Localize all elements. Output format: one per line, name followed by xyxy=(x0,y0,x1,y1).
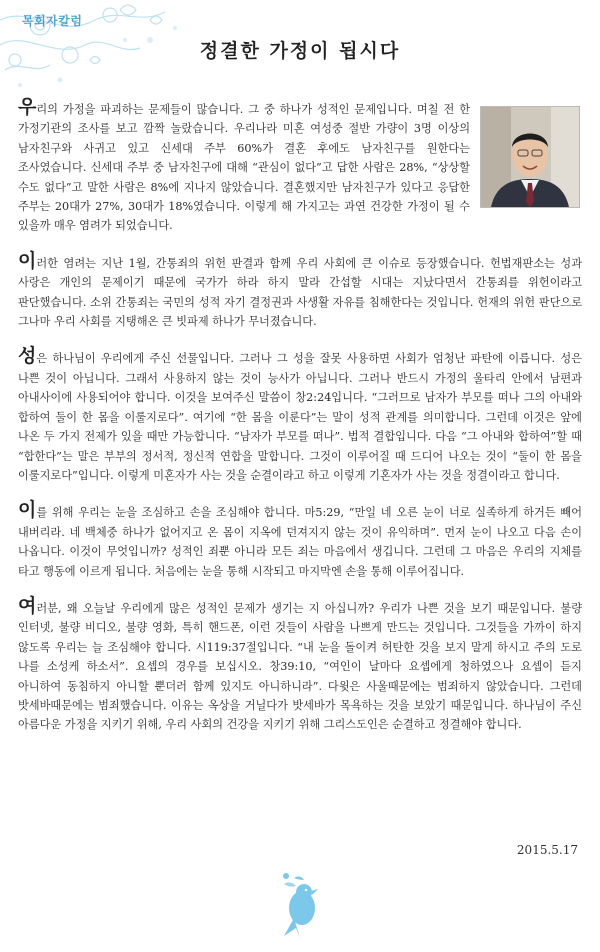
column-date: 2015.5.17 xyxy=(516,843,578,857)
drop-cap: 여 xyxy=(18,594,37,617)
paragraph-4 xyxy=(18,501,582,581)
paragraph-text: 러한 염려는 지난 1월, 간통죄의 위헌 판결과 함께 우리 사회에 큰 이슈로 등장했습니다. 헌법재판소는 성과 사랑은 개인의 문제이기 때문에 국가가 하라 하지 말라 간섭할 시대는 지났다면서 간통죄를 위헌이라고 판단했습니다. 소위 간통죄는 국민의 성적 자기 결정권과 사생활 자유를 침해한다는 것입니다. 헌재의 위헌 판단으로 그나마 우리 사회를 지탱해온 큰 빗파제 하나가 무너졌습니다. xyxy=(18,256,582,329)
drop-cap: 우 xyxy=(18,96,37,118)
column-tag: 목회자칼럼 xyxy=(22,14,83,28)
pastor-photo xyxy=(480,106,580,208)
paragraph-2 xyxy=(18,249,582,332)
bird-icon xyxy=(272,870,332,940)
paragraph-5 xyxy=(18,594,582,735)
paragraph-text: 리의 가정을 파괴하는 문제들이 많습니다. 그 중 하나가 성적인 문제입니다. 며칠 전 한 가정기관의 조사를 보고 깜짝 놀랐습니다. 우리나라 미혼 여성중 절반 가량이 3명 이상의 남자친구와 사귀고 있고 신세대 주부 60%가 결혼 후에도 남자친구를 원한다는 조사였습니다. 신세대 주부 중 남자친구에 대해 “관심이 없다”고 답한 사람은 28%, “상상할 수도 없다”고 말한 사람은 8%에 지나지 않았습니다. 결혼했지만 남자친구가 있다고 응답한 주부는 20대가 27%, 30대가 18%였습니다. 이렇게 해 가지고는 과연 건강한 가정이 될 수 있을까 매우 염려가 되었습니다. xyxy=(18,103,470,233)
page-title: 정결한 가정이 됩시다 xyxy=(199,40,401,62)
drop-cap: 성 xyxy=(18,345,37,368)
paragraph-text: 를 위해 우리는 눈을 조심하고 손을 조심해야 합니다. 마5:29, “만일 네 오른 눈이 너로 실족하게 하거든 빼어 내버리라. 네 백체중 하나가 없어지고 온 몸이 지옥에 던져지지 않는 것이 유익하며”. 먼저 눈이 나오고 다음 손이 나옵니다. 이것이 무엇입니까? 성적인 죄뿐 아니라 모든 죄는 마음에서 생깁니다. 그런데 그 마음은 우리의 지체를 타고 행동에 이르게 됩니다. 처음에는 눈을 통해 시작되고 마지막엔 손을 통해 이루어집니다. xyxy=(18,506,582,578)
article-body xyxy=(18,98,582,751)
paragraph-3 xyxy=(18,347,582,485)
paragraph-text: 은 하나님이 우리에게 주신 선물입니다. 그러나 그 성을 잘못 사용하면 사회가 엄청난 파탄에 이릅니다. 성은 나쁜 것이 아닙니다. 그래서 사용하지 않는 것이 능사가 아닙니다. 그러나 반드시 가정의 울타리 안에서 남편과 아내사이에 사용되어야 합니다. 이것을 보여주신 말씀이 창2:24입니다. “그러므로 남자가 부모를 떠나 그의 아내와 합하여 둘이 한 몸을 이룰지로다”. 여기에 “한 몸을 이룬다”는 말이 성적 관계를 의미합니다. 그런데 이것은 앞에 나온 두 가지 전제가 있을 때만 가능합니다. “남자가 부모를 떠나”. 법적 결합입니다. 다음 “그 아내와 합하여”할 때 “합한다”는 말은 부부의 정서적, 정신적 연합을 말합니다. 그것이 이루어질 때 드디어 나오는 것이 “둘이 한 몸을 이룰지로다”입니다. 이렇게 미혼자가 사는 것을 순결이라고 하고 이렇게 기혼자가 사는 것을 정결이라고 합니다. xyxy=(18,352,582,482)
paragraph-1 xyxy=(18,98,582,236)
paragraph-text: 러분, 왜 오늘날 우리에게 많은 성적인 문제가 생기는 지 아십니까? 우리가 나쁜 것을 보기 때문입니다. 불량 인터넷, 불량 비디오, 불량 영화, 특히 핸드폰, 이런 것들이 사람을 나쁘게 만드는 것입니다. 그것들을 가까이 하지 않도록 우리는 늘 조심해야 합니다. 시119:37절입니다. “내 눈을 돌이켜 허탄한 것을 보지 말게 하시고 주의 도로 나를 소성케 하소서”. 요셉의 경우를 보십시오. 창39:10, “여인이 날마다 요셉에게 청하였으나 요셉이 듣지 아니하여 동침하지 아니할 뿐더러 함께 있지도 아니하니라”. 다윗은 사울때문에는 범죄하지 않았습니다. 그런데 밧세바때문에는 범죄했습니다. 이유는 옥상을 거닐다가 밧세바가 목욕하는 것을 보았기 때문입니다. 하나님이 주신 아름다운 가정을 지키기 위해, 우리 사회의 건강을 지키기 위해 그리스도인은 순결하고 정결해야 합니다. xyxy=(18,601,582,732)
drop-cap: 이 xyxy=(18,499,37,522)
drop-cap: 이 xyxy=(18,249,37,272)
